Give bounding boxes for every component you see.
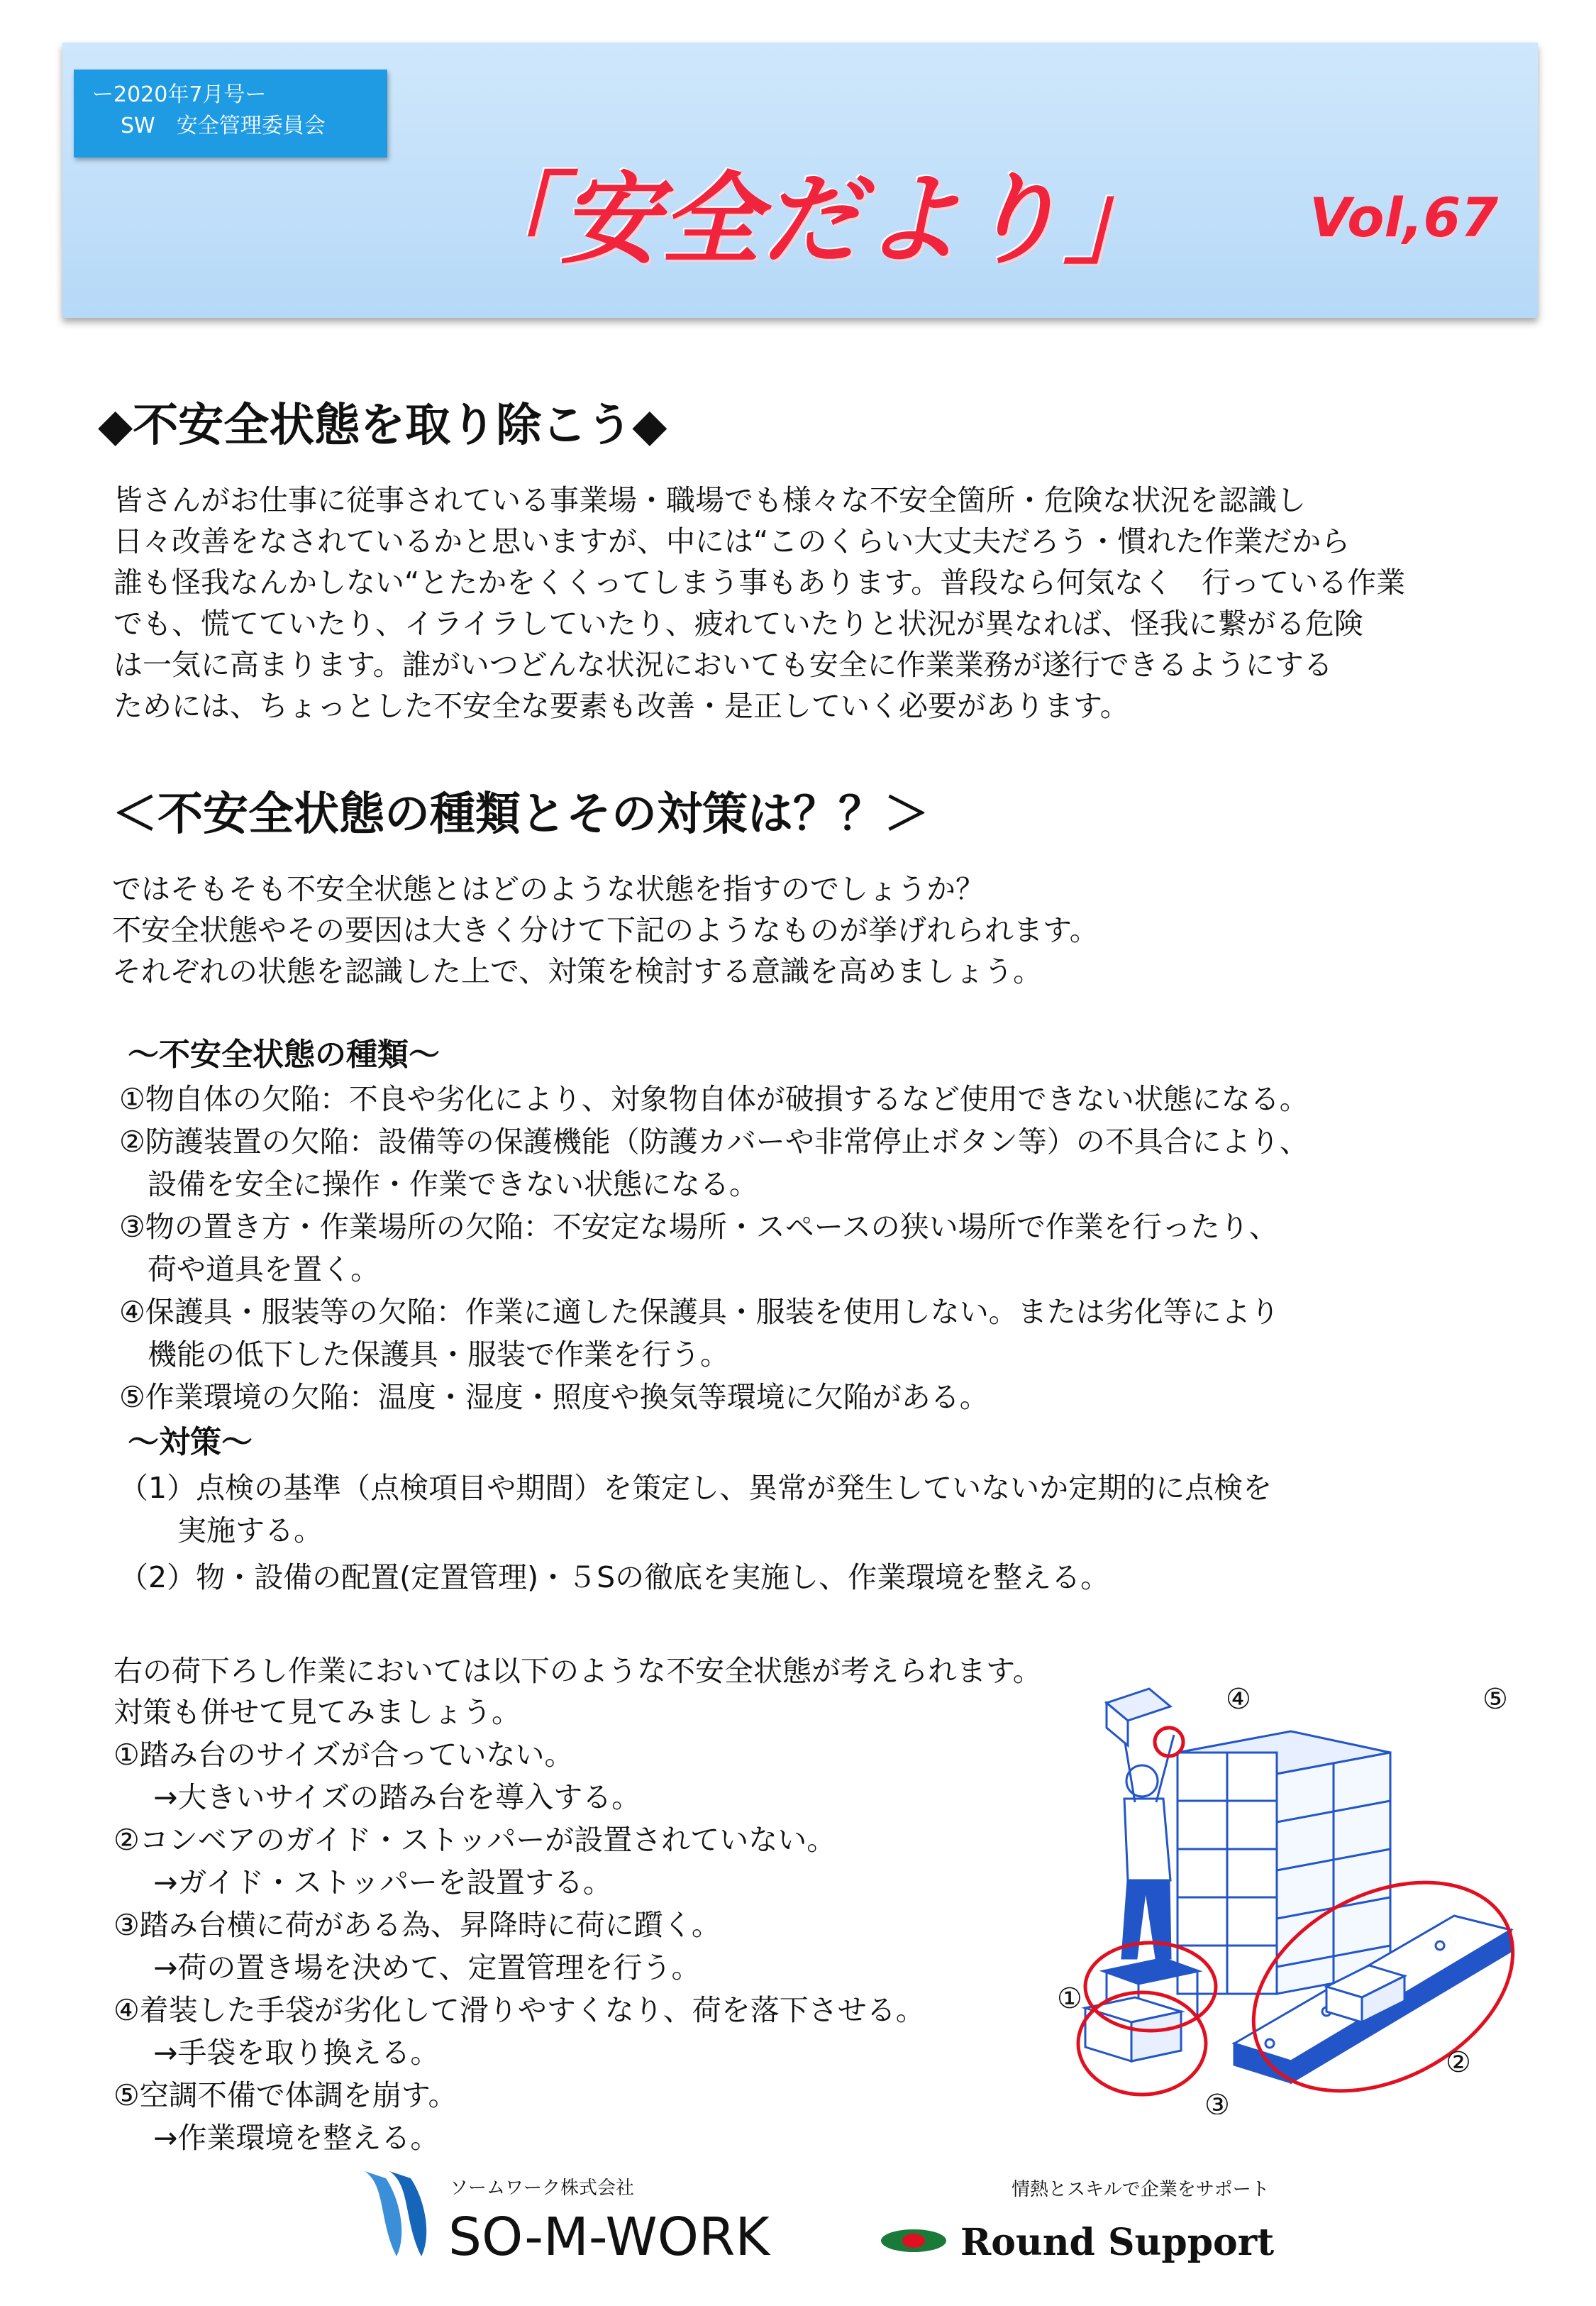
intro-line: 不安全状態やその要因は大きく分けて下記のようなものが挙げれられます。 <box>112 913 1099 947</box>
type-item-cont: 荷や道具を置く。 <box>148 1252 380 1286</box>
section1-line: でも、慌てていたり、イライラしていたり、疲れていたりと状況が異なれば、怪我に繋がる危険 <box>113 607 1363 641</box>
type-item: ①物自体の欠陥：不良や劣化により、対象物自体が破損するなど使用できない状態になる。 <box>119 1082 1309 1116</box>
newsletter-title: 「安全だより」 <box>460 162 1165 278</box>
marker-1: ① <box>1057 1982 1082 2015</box>
somework-logo <box>358 2157 783 2271</box>
type-item: ②防護装置の欠陥：設備等の保護機能（防護カバーや非常停止ボタン等）の不具合により、 <box>119 1125 1309 1159</box>
section1-line: 誰も怪我なんかしない“とたかをくくってしまう事もあります。普段なら何気なく 行っている作業 <box>113 566 1406 600</box>
case-measure: →ガイド・ストッパーを設置する。 <box>153 1865 612 1899</box>
intro-line: ではそもそも不安全状態とはどのような状態を指すのでしょうか？ <box>112 872 985 906</box>
case-measure: →大きいサイズの踏み台を導入する。 <box>153 1780 641 1814</box>
section1-line: は一気に高まります。誰がいつどんな状況においても安全に作業業務が遂行できるようにする <box>113 648 1333 682</box>
somework-logo-text: SO-M-WORK <box>448 2207 770 2268</box>
type-item: ④保護具・服装等の欠陥：作業に適した保護具・服装を使用しない。または劣化等により <box>119 1295 1280 1329</box>
type-item-cont: 機能の低下した保護具・服装で作業を行う。 <box>148 1337 729 1372</box>
committee-name: SW 安全管理委員会 <box>121 114 326 138</box>
type-item: ⑤作業環境の欠陥：温度・湿度・照度や換気等環境に欠陥がある。 <box>119 1380 989 1414</box>
section1-line: ためには、ちょっとした不安全な要素も改善・是正していく必要があります。 <box>113 689 1129 723</box>
somework-company-name: ソームワーク株式会社 <box>450 2178 635 2199</box>
marker-2: ② <box>1446 2046 1471 2079</box>
case-item: ④着装した手袋が劣化して滑りやすくなり、荷を落下させる。 <box>113 1993 925 2027</box>
section2-heading: ＜不安全状態の種類とその対策は？？＞ <box>112 788 929 841</box>
types-heading: ～不安全状態の種類～ <box>128 1037 440 1073</box>
case-item: ⑤空調不備で体調を崩す。 <box>113 2078 458 2112</box>
section1-line: 皆さんがお仕事に従事されている事業場・職場でも様々な不安全箇所・危険な状況を認識し <box>113 483 1306 517</box>
case-line: 対策も併せて見てみましょう。 <box>113 1695 521 1729</box>
case-measure: →荷の置き場を決めて、定置管理を行う。 <box>153 1951 701 1985</box>
unloading-work-illustration <box>1057 1675 1539 2114</box>
marker-4: ④ <box>1226 1683 1251 1716</box>
section1-line: 日々改善をなされているかと思いますが、中には“このくらい大丈夫だろう・慣れた作業だから <box>113 524 1351 558</box>
intro-line: それぞれの状態を認識した上で、対策を検討する意識を高めましょう。 <box>112 954 1043 988</box>
issue-tag <box>74 70 387 158</box>
round-support-logo-text: Round Support <box>960 2221 1275 2264</box>
case-item: ③踏み台横に荷がある為、昇降時に荷に躓く。 <box>113 1908 721 1942</box>
marker-5: ⑤ <box>1483 1683 1508 1716</box>
type-item: ③物の置き方・作業場所の欠陥：不安定な場所・スペースの狭い場所で作業を行ったり、 <box>119 1210 1278 1244</box>
issue-date: ー2020年7月号ー <box>92 82 267 107</box>
case-item: ①踏み台のサイズが合っていない。 <box>113 1738 574 1772</box>
case-line: 右の荷下ろし作業においては以下のような不安全状態が考えられます。 <box>113 1654 1042 1688</box>
round-support-logo <box>877 2170 1317 2269</box>
type-item-cont: 設備を安全に操作・作業できない状態になる。 <box>148 1167 758 1201</box>
case-item: ②コンベアのガイド・ストッパーが設置されていない。 <box>113 1823 836 1857</box>
case-measure: →手袋を取り換える。 <box>153 2036 440 2070</box>
marker-3: ③ <box>1204 2089 1230 2114</box>
round-support-tagline: 情熱とスキルで企業をサポート <box>1012 2179 1270 2200</box>
measure-item-cont: 実施する。 <box>177 1513 323 1548</box>
section1-heading: ◆不安全状態を取り除こう◆ <box>98 399 667 452</box>
volume-number: Vol,67 <box>1309 186 1499 249</box>
measure-item: （2）物・設備の配置(定置管理)・５Sの徹底を実施し、作業環境を整える。 <box>119 1560 1110 1594</box>
case-measure: →作業環境を整える。 <box>153 2121 440 2155</box>
measure-item: （1）点検の基準（点検項目や期間）を策定し、異常が発生していないか定期的に点検を <box>119 1471 1273 1505</box>
measures-heading: ～対策～ <box>128 1424 253 1460</box>
